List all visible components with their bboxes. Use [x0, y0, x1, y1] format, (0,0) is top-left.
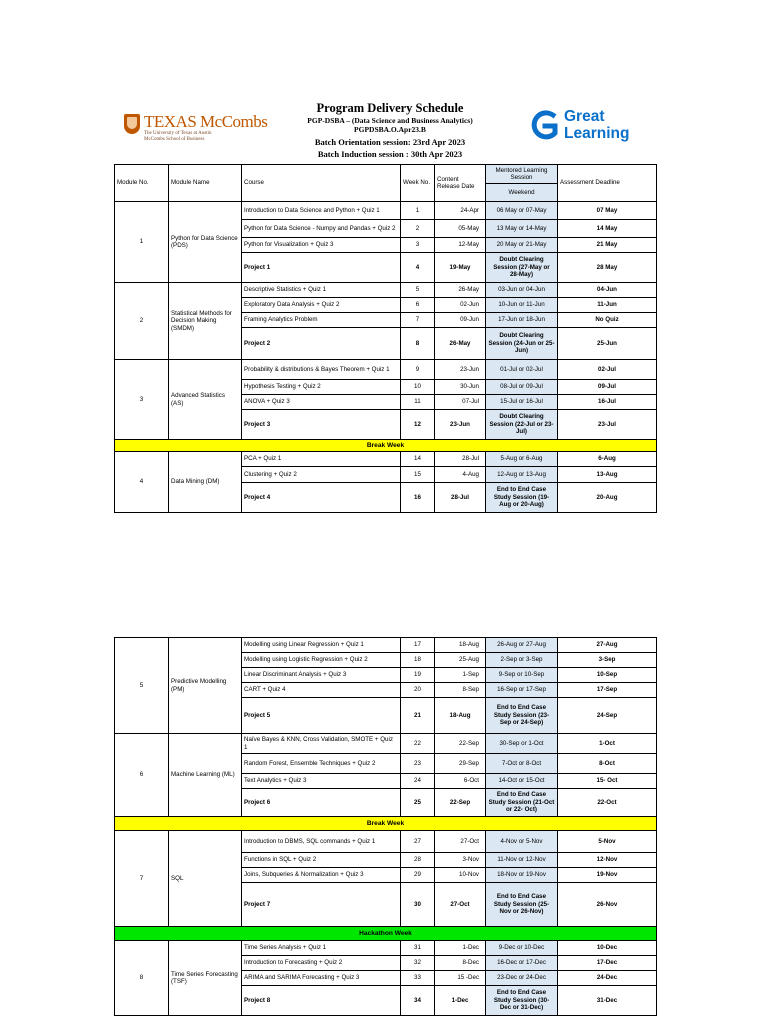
weekend-session: 18-Nov or 19-Nov: [486, 868, 558, 883]
course-name: Time Series Analysis + Quiz 1: [242, 941, 401, 956]
course-name: Python for Visualization + Quiz 3: [242, 238, 401, 253]
week-number: 19: [401, 668, 435, 683]
header-module-name: Module Name: [169, 165, 242, 202]
assessment-deadline: 1-Oct: [558, 734, 657, 754]
header-weekend: Weekend: [508, 189, 535, 196]
content-release-date: 28-Jul: [435, 483, 486, 513]
module-number: 5: [115, 638, 169, 734]
week-number: 33: [401, 971, 435, 986]
module-name: Time Series Forecasting (TSF): [169, 941, 242, 1016]
assessment-deadline: 10-Dec: [558, 941, 657, 956]
page-title: Program Delivery Schedule: [316, 101, 464, 115]
week-number: 32: [401, 956, 435, 971]
week-number: 20: [401, 683, 435, 698]
week-number: 22: [401, 734, 435, 754]
ut-crest-icon: [124, 114, 140, 134]
course-name: Clustering + Quiz 2: [242, 467, 401, 483]
induction-session: Batch Induction session : 30th Apr 2023: [317, 149, 463, 159]
weekend-session: End to End Case Study Session (19-Aug or 20-Aug): [486, 483, 558, 513]
course-name: Project 7: [242, 883, 401, 927]
content-release-date: 26-May: [435, 328, 486, 360]
module-name: Advanced Statistics (AS): [169, 360, 242, 440]
content-release-date: 26-May: [435, 283, 486, 298]
course-row: [115, 638, 657, 653]
course-name: Joins, Subqueries & Normalization + Quiz 3: [242, 868, 401, 883]
weekend-session: 5-Aug or 6-Aug: [486, 452, 558, 467]
content-release-date: 3-Nov: [435, 853, 486, 868]
course-name: Project 1: [242, 253, 401, 283]
weekend-session: 9-Dec or 10-Dec: [486, 941, 558, 956]
weekend-session: 01-Jul or 02-Jul: [486, 360, 558, 380]
content-release-date: 02-Jun: [435, 298, 486, 313]
content-release-date: 23-Jun: [435, 360, 486, 380]
content-release-date: 4-Aug: [435, 467, 486, 483]
orientation-session: Batch Orientation session: 23rd Apr 2023: [314, 137, 466, 147]
course-name: Exploratory Data Analysis + Quiz 2: [242, 298, 401, 313]
module-number: 4: [115, 452, 169, 513]
assessment-deadline: 5-Nov: [558, 831, 657, 853]
break-week-row: [115, 817, 657, 831]
course-name: Descriptive Statistics + Quiz 1: [242, 283, 401, 298]
module-number: 7: [115, 831, 169, 927]
course-name: Project 4: [242, 483, 401, 513]
document-header: [0, 0, 768, 164]
content-release-date: 10-Nov: [435, 868, 486, 883]
week-number: 16: [401, 483, 435, 513]
assessment-deadline: 15- Oct: [558, 774, 657, 789]
batch-code: PGPDSBA.O.Apr23.B: [354, 125, 426, 134]
module-name: Python for Data Science (PDS): [169, 202, 242, 283]
module-number: 6: [115, 734, 169, 817]
great-learning-wordmark: [564, 108, 629, 142]
content-release-date: 18-Aug: [435, 638, 486, 653]
weekend-session: 03-Jun or 04-Jun: [486, 283, 558, 298]
content-release-date: 15 -Dec: [435, 971, 486, 986]
week-number: 34: [401, 986, 435, 1016]
assessment-deadline: 14 May: [558, 220, 657, 238]
weekend-session: 12-Aug or 13-Aug: [486, 467, 558, 483]
course-row: [115, 452, 657, 467]
course-name: Project 8: [242, 986, 401, 1016]
gl-line2: Learning: [564, 125, 630, 142]
content-release-date: 8-Sep: [435, 683, 486, 698]
weekend-session: Doubt Clearing Session (22-Jul or 23-Jul): [486, 410, 558, 440]
texas-logo-subtitle: The University of Texas at Austin McCombs School of Business: [144, 131, 212, 142]
course-name: Linear Discriminant Analysis + Quiz 3: [242, 668, 401, 683]
course-name: ANOVA + Quiz 3: [242, 395, 401, 410]
course-row: [115, 283, 657, 298]
weekend-session: End to End Case Study Session (23- Sep or 24-Sep): [486, 698, 558, 734]
header-week-no: Week No.: [401, 165, 435, 202]
week-number: 31: [401, 941, 435, 956]
assessment-deadline: 09-Jul: [558, 380, 657, 395]
course-name: Project 6: [242, 789, 401, 817]
header-assessment: Assessment Deadline: [558, 165, 657, 202]
week-number: 9: [401, 360, 435, 380]
content-release-date: 1-Dec: [435, 986, 486, 1016]
course-name: Naïve Bayes & KNN, Cross Validation, SMOTE + Quiz 1: [242, 734, 401, 754]
content-release-date: 12-May: [435, 238, 486, 253]
weekend-session: 20 May or 21-May: [486, 238, 558, 253]
week-number: 23: [401, 754, 435, 774]
week-number: 10: [401, 380, 435, 395]
course-name: Python for Data Science - Numpy and Pandas + Quiz 2: [242, 220, 401, 238]
weekend-session: Doubt Clearing Session (27-May or 28-May): [486, 253, 558, 283]
week-number: 2: [401, 220, 435, 238]
header-mentored-label: Mentored Learning Session: [486, 166, 557, 184]
course-name: Functions in SQL + Quiz 2: [242, 853, 401, 868]
weekend-session: 23-Dec or 24-Dec: [486, 971, 558, 986]
assessment-deadline: 11-Jun: [558, 298, 657, 313]
course-row: [115, 360, 657, 380]
course-row: [115, 202, 657, 220]
weekend-session: 10-Jun or 11-Jun: [486, 298, 558, 313]
week-number: 7: [401, 313, 435, 328]
course-name: Project 3: [242, 410, 401, 440]
great-learning-logo: [530, 108, 660, 144]
weekend-session: 06 May or 07-May: [486, 202, 558, 220]
module-name: Data Mining (DM): [169, 452, 242, 513]
program-name: PGP-DSBA – (Data Science and Business Analytics): [307, 116, 473, 125]
module-name: Machine Learning (ML): [169, 734, 242, 817]
week-number: 28: [401, 853, 435, 868]
assessment-deadline: 26-Nov: [558, 883, 657, 927]
assessment-deadline: 17-Sep: [558, 683, 657, 698]
course-name: Hypothesis Testing + Quiz 2: [242, 380, 401, 395]
content-release-date: 09-Jun: [435, 313, 486, 328]
assessment-deadline: 31-Dec: [558, 986, 657, 1016]
great-learning-g-icon: [530, 109, 560, 143]
assessment-deadline: 23-Jul: [558, 410, 657, 440]
table-header-row: [115, 165, 657, 202]
assessment-deadline: 16-Jul: [558, 395, 657, 410]
course-name: Modelling using Linear Regression + Quiz 1: [242, 638, 401, 653]
week-number: 1: [401, 202, 435, 220]
week-number: 29: [401, 868, 435, 883]
week-number: 11: [401, 395, 435, 410]
assessment-deadline: 24-Dec: [558, 971, 657, 986]
texas-mccombs-logo: [120, 110, 268, 150]
weekend-session: 9-Sep or 10-Sep: [486, 668, 558, 683]
content-release-date: 8-Dec: [435, 956, 486, 971]
course-name: Probability & distributions & Bayes Theorem + Quiz 1: [242, 360, 401, 380]
content-release-date: 29-Sep: [435, 754, 486, 774]
course-name: Framing Analytics Problem: [242, 313, 401, 328]
week-number: 24: [401, 774, 435, 789]
content-release-date: 30-Jun: [435, 380, 486, 395]
content-release-date: 24-Apr: [435, 202, 486, 220]
assessment-deadline: 22-Oct: [558, 789, 657, 817]
week-number: 14: [401, 452, 435, 467]
module-number: 3: [115, 360, 169, 440]
content-release-date: 23-Jun: [435, 410, 486, 440]
assessment-deadline: 21 May: [558, 238, 657, 253]
weekend-session: 30-Sep or 1-Oct: [486, 734, 558, 754]
week-number: 21: [401, 698, 435, 734]
assessment-deadline: 27-Aug: [558, 638, 657, 653]
assessment-deadline: 3-Sep: [558, 653, 657, 668]
break-week-row-label: Break Week: [115, 817, 657, 831]
hackathon-week-row: [115, 927, 657, 941]
week-number: 3: [401, 238, 435, 253]
course-row: [115, 831, 657, 853]
course-name: PCA + Quiz 1: [242, 452, 401, 467]
course-name: Introduction to Forecasting + Quiz 2: [242, 956, 401, 971]
content-release-date: 27-Oct: [435, 831, 486, 853]
content-release-date: 6-Oct: [435, 774, 486, 789]
header-content-release: Content Release Date: [435, 165, 486, 202]
module-name: SQL: [169, 831, 242, 927]
course-name: ARIMA and SARIMA Forecasting + Quiz 3: [242, 971, 401, 986]
week-number: 12: [401, 410, 435, 440]
assessment-deadline: 17-Dec: [558, 956, 657, 971]
weekend-session: 16-Sep or 17-Sep: [486, 683, 558, 698]
assessment-deadline: 12-Nov: [558, 853, 657, 868]
course-name: Text Analytics + Quiz 3: [242, 774, 401, 789]
assessment-deadline: 6-Aug: [558, 452, 657, 467]
texas-logo-name: TEXAS McCombs: [144, 112, 268, 131]
course-name: CART + Quiz 4: [242, 683, 401, 698]
content-release-date: 07-Jul: [435, 395, 486, 410]
week-number: 18: [401, 653, 435, 668]
schedule-table-2: [114, 637, 657, 1016]
assessment-deadline: 10-Sep: [558, 668, 657, 683]
weekend-session: End to End Case Study Session (30- Dec or 31-Dec): [486, 986, 558, 1016]
header-course: Course: [242, 165, 401, 202]
week-number: 25: [401, 789, 435, 817]
assessment-deadline: 24-Sep: [558, 698, 657, 734]
header-module-no: Module No.: [115, 165, 169, 202]
week-number: 5: [401, 283, 435, 298]
week-number: 4: [401, 253, 435, 283]
weekend-session: 13 May or 14-May: [486, 220, 558, 238]
content-release-date: 27-Oct: [435, 883, 486, 927]
assessment-deadline: 19-Nov: [558, 868, 657, 883]
assessment-deadline: 25-Jun: [558, 328, 657, 360]
content-release-date: 1-Dec: [435, 941, 486, 956]
header-mentored: [486, 165, 558, 202]
title-block: [280, 100, 500, 160]
assessment-deadline: 07 May: [558, 202, 657, 220]
weekend-session: 2-Sep or 3-Sep: [486, 653, 558, 668]
hackathon-week-row-label: Hackathon Week: [115, 927, 657, 941]
gl-line1: Great: [564, 108, 605, 125]
assessment-deadline: 8-Oct: [558, 754, 657, 774]
course-name: Project 2: [242, 328, 401, 360]
course-row: [115, 734, 657, 754]
weekend-session: End to End Case Study Session (25- Nov or 26-Nov): [486, 883, 558, 927]
weekend-session: 7-Oct or 8-Oct: [486, 754, 558, 774]
assessment-deadline: 13-Aug: [558, 467, 657, 483]
course-row: [115, 941, 657, 956]
content-release-date: 25-Aug: [435, 653, 486, 668]
content-release-date: 22-Sep: [435, 789, 486, 817]
assessment-deadline: 02-Jul: [558, 360, 657, 380]
week-number: 27: [401, 831, 435, 853]
course-name: Introduction to DBMS, SQL commands + Quiz 1: [242, 831, 401, 853]
module-number: 8: [115, 941, 169, 1016]
course-name: Project 5: [242, 698, 401, 734]
break-week-row-label: Break Week: [115, 440, 657, 452]
content-release-date: 22-Sep: [435, 734, 486, 754]
assessment-deadline: 20-Aug: [558, 483, 657, 513]
assessment-deadline: 28 May: [558, 253, 657, 283]
module-name: Statistical Methods for Decision Making (SMDM): [169, 283, 242, 360]
weekend-session: End to End Case Study Session (21-Oct or 22- Oct): [486, 789, 558, 817]
week-number: 30: [401, 883, 435, 927]
module-name: Predictive Modelling (PM): [169, 638, 242, 734]
course-name: Modelling using Logistic Regression + Quiz 2: [242, 653, 401, 668]
course-name: Random Forest, Ensemble Techniques + Quiz 2: [242, 754, 401, 774]
schedule-table-1: [114, 164, 657, 513]
weekend-session: 08-Jul or 09-Jul: [486, 380, 558, 395]
break-week-row: [115, 440, 657, 452]
content-release-date: 19-May: [435, 253, 486, 283]
weekend-session: 4-Nov or 5-Nov: [486, 831, 558, 853]
module-number: 2: [115, 283, 169, 360]
content-release-date: 28-Jul: [435, 452, 486, 467]
weekend-session: 15-Jul or 16-Jul: [486, 395, 558, 410]
week-number: 17: [401, 638, 435, 653]
week-number: 6: [401, 298, 435, 313]
assessment-deadline: 04-Jun: [558, 283, 657, 298]
weekend-session: Doubt Clearing Session (24-Jun or 25-Jun): [486, 328, 558, 360]
content-release-date: 18-Aug: [435, 698, 486, 734]
module-number: 1: [115, 202, 169, 283]
content-release-date: 1-Sep: [435, 668, 486, 683]
weekend-session: 14-Oct or 15-Oct: [486, 774, 558, 789]
weekend-session: 16-Dec or 17-Dec: [486, 956, 558, 971]
week-number: 8: [401, 328, 435, 360]
course-name: Introduction to Data Science and Python + Quiz 1: [242, 202, 401, 220]
weekend-session: 26-Aug or 27-Aug: [486, 638, 558, 653]
week-number: 15: [401, 467, 435, 483]
assessment-deadline: No Quiz: [558, 313, 657, 328]
weekend-session: 17-Jun or 18-Jun: [486, 313, 558, 328]
weekend-session: 11-Nov or 12-Nov: [486, 853, 558, 868]
content-release-date: 05-May: [435, 220, 486, 238]
